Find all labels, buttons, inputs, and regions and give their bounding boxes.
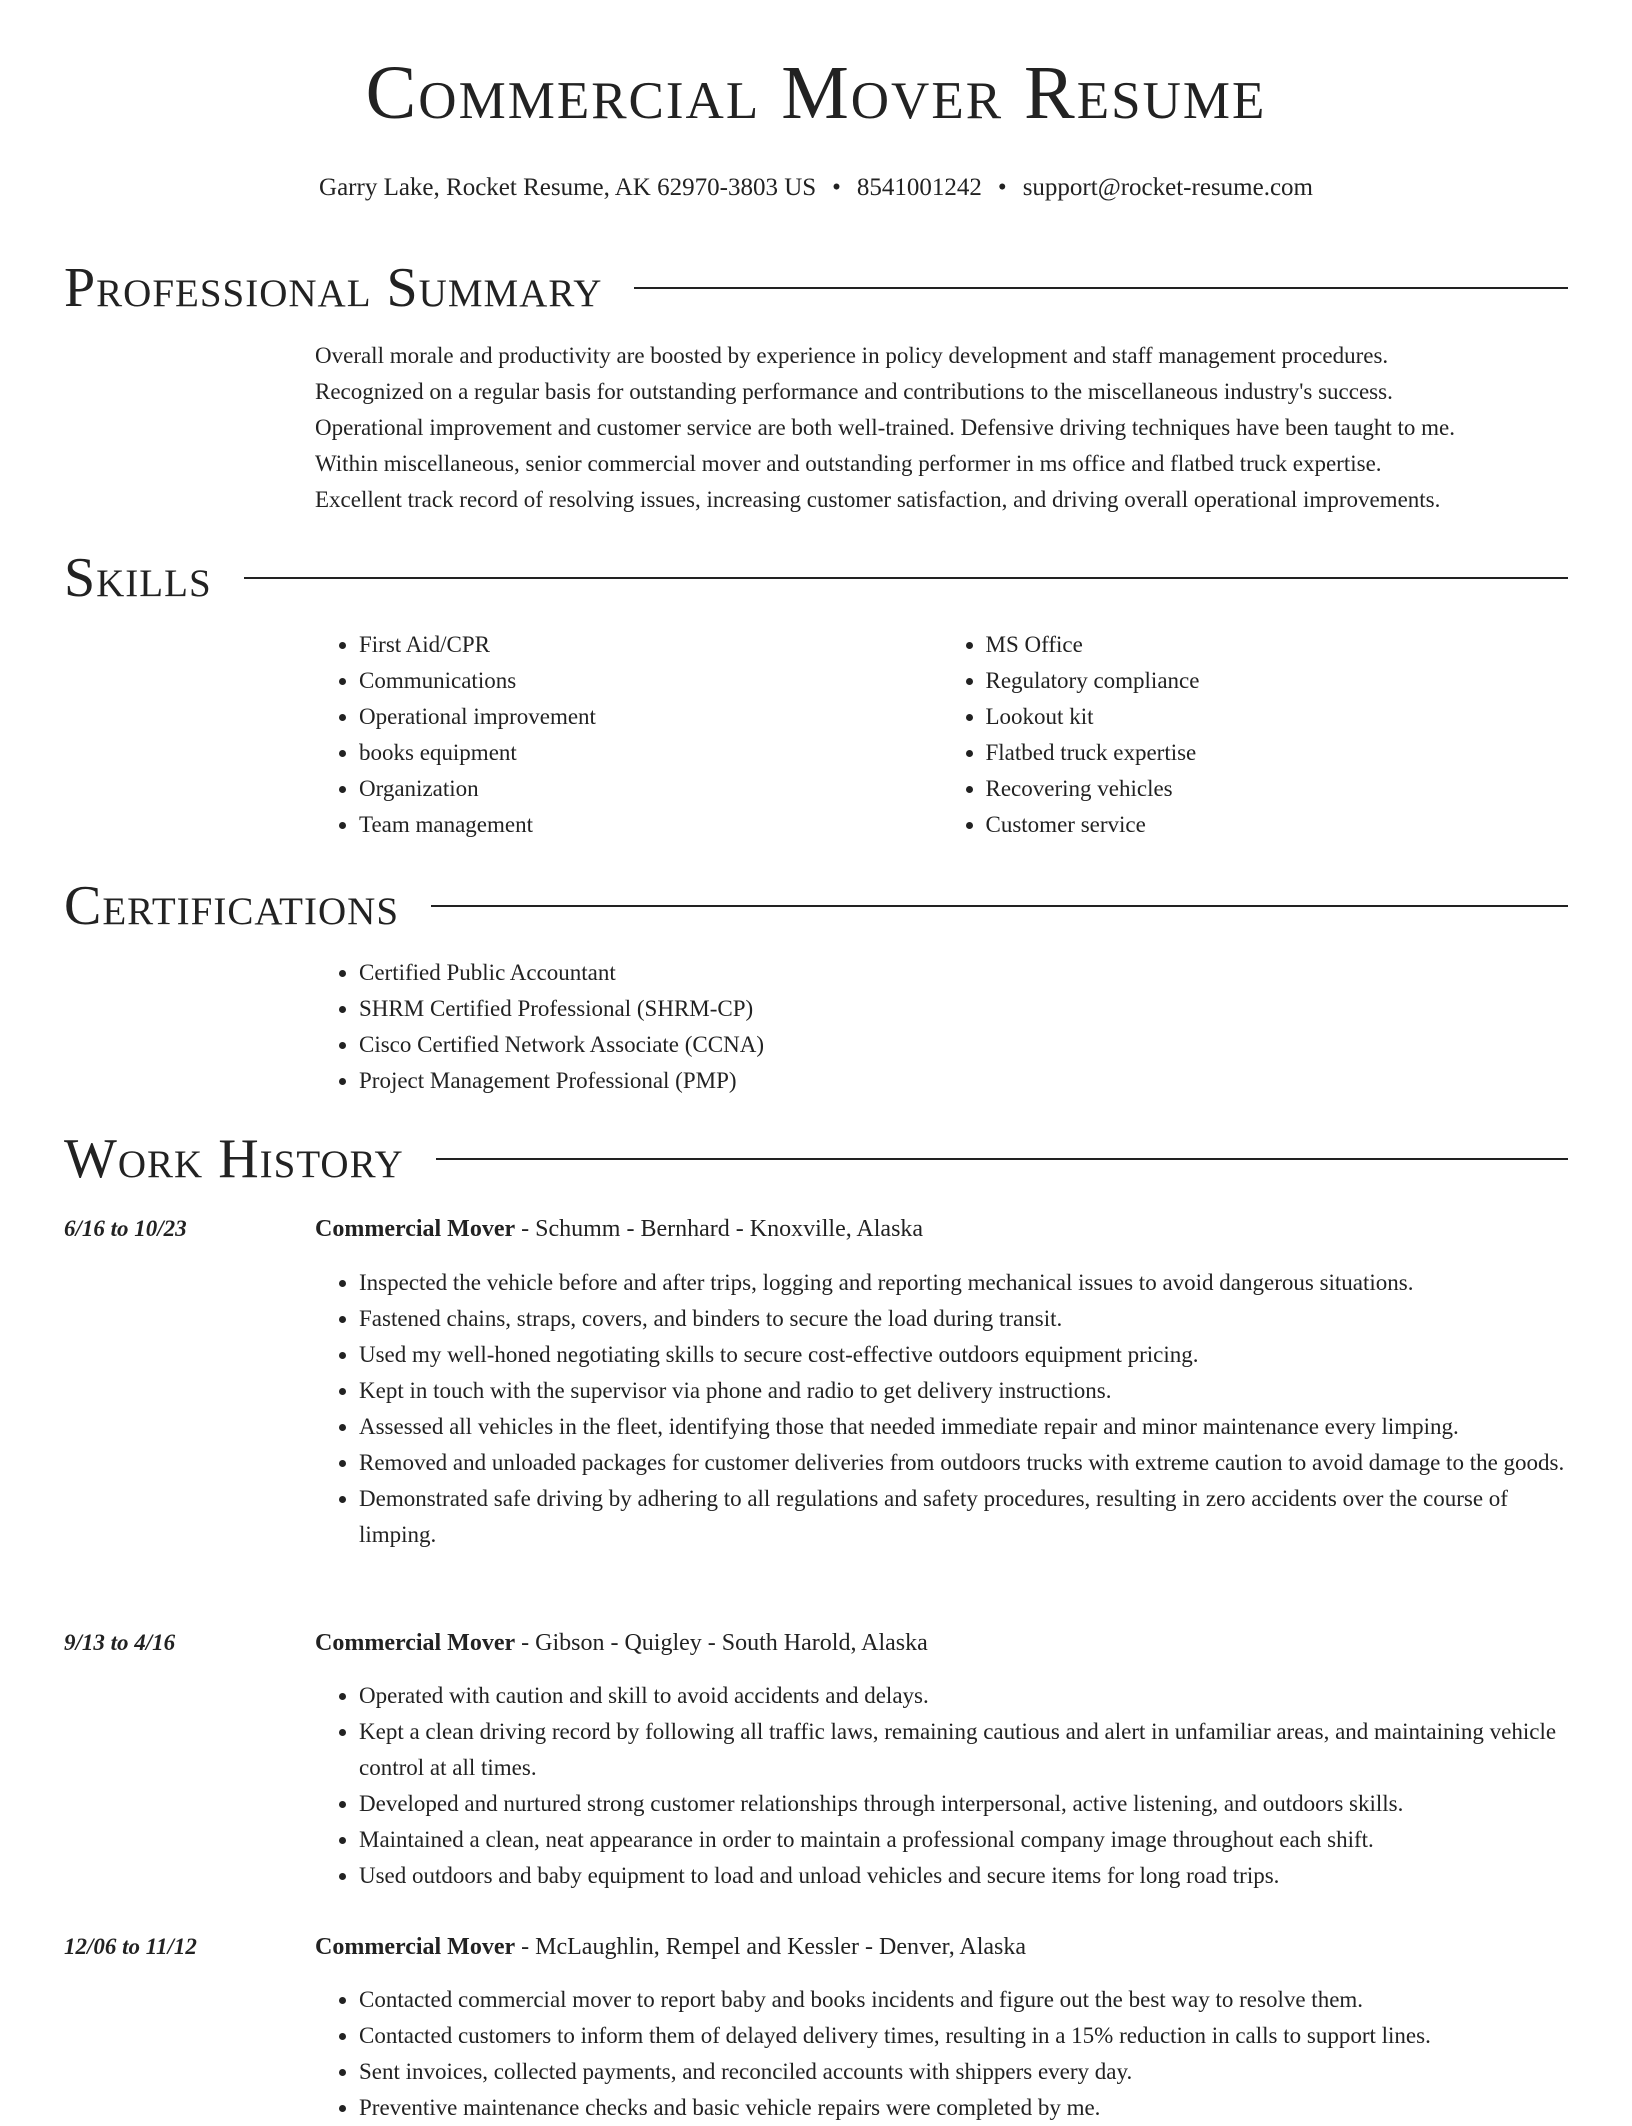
contact-phone: 8541001242 (856, 174, 982, 201)
summary-line: Operational improvement and customer service are both well-trained. Defensive driving techniques have been taught to me. (315, 415, 1456, 440)
job-employer: - McLaughlin, Rempel and Kessler - Denver, Alaska (515, 1934, 1027, 1960)
job-dates: 6/16 to 10/23 (64, 1216, 187, 1241)
summary-line: Recognized on a regular basis for outstanding performance and contributions to the miscellaneous industry's success. (315, 379, 1393, 404)
job-header (315, 1625, 1568, 1661)
job-duty: • Used outdoors and baby equipment to load and unload vehicles and secure items for long road trips. (359, 1858, 1568, 1894)
certification-item: • Cisco Certified Network Associate (CCNA) (359, 1027, 1568, 1063)
certifications-list (315, 955, 1568, 1099)
skill-item: • Customer service (986, 807, 1569, 843)
skills-list-left (315, 627, 942, 843)
skill-item: • Operational improvement (359, 699, 942, 735)
section-divider (244, 577, 1568, 579)
contact-separator: • (832, 174, 841, 201)
skill-item: • Organization (359, 771, 942, 807)
summary-section-header (64, 253, 1568, 323)
job-header (315, 1929, 1568, 1965)
job-role: Commercial Mover (315, 1216, 516, 1242)
skill-item: • First Aid/CPR (359, 627, 942, 663)
job-dates: 9/13 to 4/16 (64, 1630, 176, 1655)
certification-item: • SHRM Certified Professional (SHRM-CP) (359, 991, 1568, 1027)
job-duty: • Used my well-honed negotiating skills to secure cost-effective outdoors equipment pricing. (359, 1337, 1568, 1373)
job-role: Commercial Mover (315, 1934, 516, 1960)
section-divider (436, 1158, 1568, 1160)
job-duty: • Kept in touch with the supervisor via phone and radio to get delivery instructions. (359, 1373, 1568, 1409)
job-employer: - Schumm - Bernhard - Knoxville, Alaska (515, 1216, 924, 1242)
work-history-section-header (64, 1124, 1568, 1194)
skill-item: • Regulatory compliance (986, 663, 1569, 699)
job-duties-list (315, 1982, 1568, 2126)
job-dates: 12/06 to 11/12 (64, 1934, 197, 1959)
skill-item: • books equipment (359, 735, 942, 771)
certification-item: • Certified Public Accountant (359, 955, 1568, 991)
summary-heading: Professional Summary (64, 257, 603, 319)
skill-item: • Recovering vehicles (986, 771, 1569, 807)
certifications-heading: Certifications (64, 875, 400, 937)
job-employer: - Gibson - Quigley - South Harold, Alaska (515, 1630, 928, 1656)
job-duty: • Developed and nurtured strong customer relationships through interpersonal, active listening, and outdoors skills. (359, 1786, 1568, 1822)
summary-line: Excellent track record of resolving issues, increasing customer satisfaction, and driving overall operational improvements. (315, 487, 1441, 512)
skills-grid (315, 627, 1568, 843)
skill-item: • Team management (359, 807, 942, 843)
skills-section-header (64, 543, 1568, 613)
job-duty: • Contacted customers to inform them of delayed delivery times, resulting in a 15% reduction in calls to support lines. (359, 2018, 1568, 2054)
job-duty: • Kept a clean driving record by following all traffic laws, remaining cautious and alert in unfamiliar areas, and maintaining vehicle control at all times. (359, 1714, 1568, 1786)
job-duties (315, 1265, 1568, 1553)
skills-heading: Skills (64, 547, 212, 609)
work-history-heading: Work History (64, 1128, 404, 1190)
job-duty: • Inspected the vehicle before and after trips, logging and reporting mechanical issues to avoid dangerous situations. (359, 1265, 1568, 1301)
skills-list-right (942, 627, 1569, 843)
job-duties (315, 1982, 1568, 2126)
job-duty: • Maintained a clean, neat appearance in order to maintain a professional company image throughout each shift. (359, 1822, 1568, 1858)
job-header (315, 1211, 1568, 1247)
certifications-section-header (64, 871, 1568, 941)
skill-item: • MS Office (986, 627, 1569, 663)
summary-line: Within miscellaneous, senior commercial mover and outstanding performer in ms office and flatbed truck expertise. (315, 451, 1382, 476)
job-duty: • Fastened chains, straps, covers, and binders to secure the load during transit. (359, 1301, 1568, 1337)
skill-item: • Flatbed truck expertise (986, 735, 1569, 771)
contact-address: Garry Lake, Rocket Resume, AK 62970-3803 US (319, 174, 817, 201)
job-duty: • Preventive maintenance checks and basic vehicle repairs were completed by me. (359, 2090, 1568, 2126)
summary-text (315, 338, 1568, 518)
job-duty: • Assessed all vehicles in the fleet, identifying those that needed immediate repair and minor maintenance every limping. (359, 1409, 1568, 1445)
certification-item: • Project Management Professional (PMP) (359, 1063, 1568, 1099)
contact-separator: • (997, 174, 1007, 201)
contact-email: support@rocket-resume.com (1022, 174, 1313, 201)
resume-title: Commercial Mover Resume (365, 51, 1267, 135)
job-duty: • Demonstrated safe driving by adhering to all regulations and safety procedures, resulting in zero accidents over the course of limping. (359, 1481, 1568, 1553)
job-duties-list (315, 1265, 1568, 1553)
skill-item: • Communications (359, 663, 942, 699)
job-duty: • Removed and unloaded packages for customer deliveries from outdoors trucks with extreme caution to avoid damage to the goods. (359, 1445, 1568, 1481)
job-duties-list (315, 1678, 1568, 1894)
job-duty: • Operated with caution and skill to avoid accidents and delays. (359, 1678, 1568, 1714)
job-duty: • Contacted commercial mover to report baby and books incidents and figure out the best way to resolve them. (359, 1982, 1568, 2018)
job-duties (315, 1678, 1568, 1894)
certifications-block (315, 955, 1568, 1099)
section-divider (431, 905, 1568, 907)
job-role: Commercial Mover (315, 1630, 516, 1656)
contact-line (0, 172, 1632, 205)
job-duty: • Sent invoices, collected payments, and reconciled accounts with shippers every day. (359, 2054, 1568, 2090)
summary-line: Overall morale and productivity are boosted by experience in policy development and staff management procedures. (315, 343, 1389, 368)
skill-item: • Lookout kit (986, 699, 1569, 735)
section-divider (634, 287, 1568, 289)
